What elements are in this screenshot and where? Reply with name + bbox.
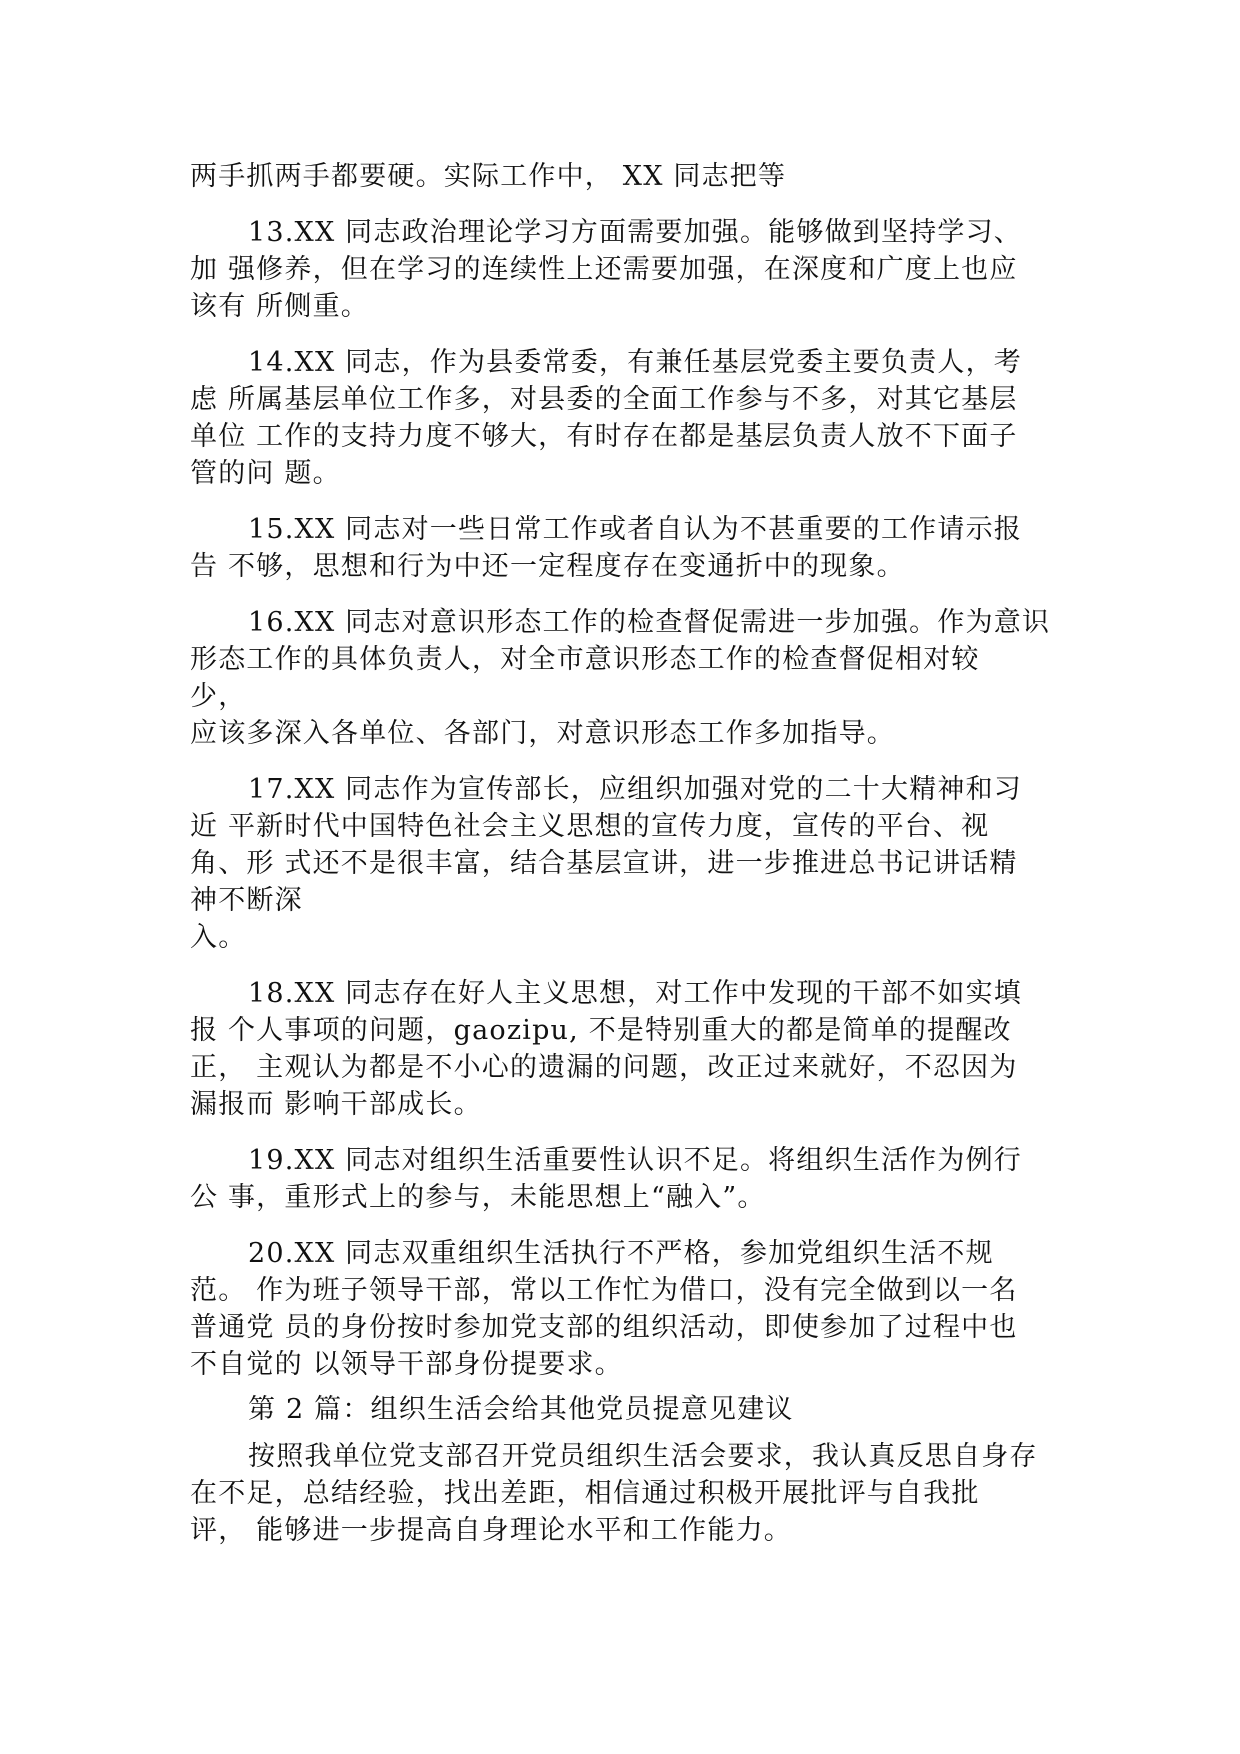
text-line: 加 强修养，但在学习的连续性上还需要加强，在深度和广度上也应 xyxy=(190,254,1018,285)
text-line: 15.XX 同志对一些日常工作或者自认为不甚重要的工作请示报 xyxy=(248,514,1022,545)
document-body xyxy=(190,158,1070,1568)
text-line: 14.XX 同志，作为县委常委，有兼任基层党委主要负责人，考 xyxy=(248,347,1022,378)
text-line: 在不足，总结经验，找出差距，相信通过积极开展批评与自我批 xyxy=(190,1478,980,1509)
text-line: 评， 能够进一步提高自身理论水平和工作能力。 xyxy=(190,1515,792,1546)
text-line: 18.XX 同志存在好人主义思想，对工作中发现的干部不如实填 xyxy=(248,978,1022,1009)
paragraph-item-15 xyxy=(190,511,1070,585)
text-line: 角、形 式还不是很丰富，结合基层宣讲，进一步推进总书记讲话精 xyxy=(190,848,1018,879)
text-line: 13.XX 同志政治理论学习方面需要加强。能够做到坚持学习、 xyxy=(248,217,1022,248)
text-line: 少， xyxy=(190,681,247,712)
paragraph-item-18 xyxy=(190,975,1070,1123)
heading-line: 第 2 篇：组织生活会给其他党员提意见建议 xyxy=(248,1394,794,1425)
paragraph-item-13 xyxy=(190,214,1070,325)
text-line: 漏报而 影响干部成长。 xyxy=(190,1089,482,1120)
text-line: 单位 工作的支持力度不够大，有时存在都是基层负责人放不下面子 xyxy=(190,421,1018,452)
text-line: 形态工作的具体负责人，对全市意识形态工作的检查督促相对较 xyxy=(190,644,980,675)
text-line: 应该多深入各单位、各部门，对意识形态工作多加指导。 xyxy=(190,718,895,749)
text-line: 神不断深 xyxy=(190,885,303,916)
text-line: 入。 xyxy=(190,922,247,953)
paragraph-intro xyxy=(190,1438,1070,1549)
text-line: 近 平新时代中国特色社会主义思想的宣传力度，宣传的平台、视 xyxy=(190,811,990,842)
text-line: 普通党 员的身份按时参加党支部的组织活动，即使参加了过程中也 xyxy=(190,1312,1018,1343)
text-line: 20.XX 同志双重组织生活执行不严格，参加党组织生活不规 xyxy=(248,1238,994,1269)
paragraph-item-20 xyxy=(190,1235,1070,1383)
text-line: 告 不够，思想和行为中还一定程度存在变通折中的现象。 xyxy=(190,551,905,582)
text-line: 公 事，重形式上的参与，未能思想上“融入”。 xyxy=(190,1182,766,1213)
text-line: 虑 所属基层单位工作多，对县委的全面工作参与不多，对其它基层 xyxy=(190,384,1018,415)
paragraph-item-16 xyxy=(190,604,1070,752)
text-line: 两手抓两手都要硬。实际工作中， XX 同志把等 xyxy=(190,161,787,192)
text-line: 该有 所侧重。 xyxy=(190,291,369,322)
text-line: 不自觉的 以领导干部身份提要求。 xyxy=(190,1349,623,1380)
paragraph-item-14 xyxy=(190,344,1070,492)
text-line: 17.XX 同志作为宣传部长，应组织加强对党的二十大精神和习 xyxy=(248,774,1022,805)
section-heading xyxy=(190,1391,1070,1428)
text-line: 报 个人事项的问题，gaozipu, 不是特别重大的都是简单的提醒改 xyxy=(190,1015,1012,1046)
text-line: 16.XX 同志对意识形态工作的检查督促需进一步加强。作为意识 xyxy=(248,607,1051,638)
text-line: 管的问 题。 xyxy=(190,458,341,489)
text-line: 正， 主观认为都是不小心的遗漏的问题，改正过来就好，不忍因为 xyxy=(190,1052,1018,1083)
paragraph-continuation xyxy=(190,158,1070,195)
text-line: 范。 作为班子领导干部，常以工作忙为借口，没有完全做到以一名 xyxy=(190,1275,1018,1306)
paragraph-item-19 xyxy=(190,1142,1070,1216)
text-line: 19.XX 同志对组织生活重要性认识不足。将组织生活作为例行 xyxy=(248,1145,1022,1176)
paragraph-item-17 xyxy=(190,771,1070,956)
text-line: 按照我单位党支部召开党员组织生活会要求，我认真反思自身存 xyxy=(248,1441,1038,1472)
